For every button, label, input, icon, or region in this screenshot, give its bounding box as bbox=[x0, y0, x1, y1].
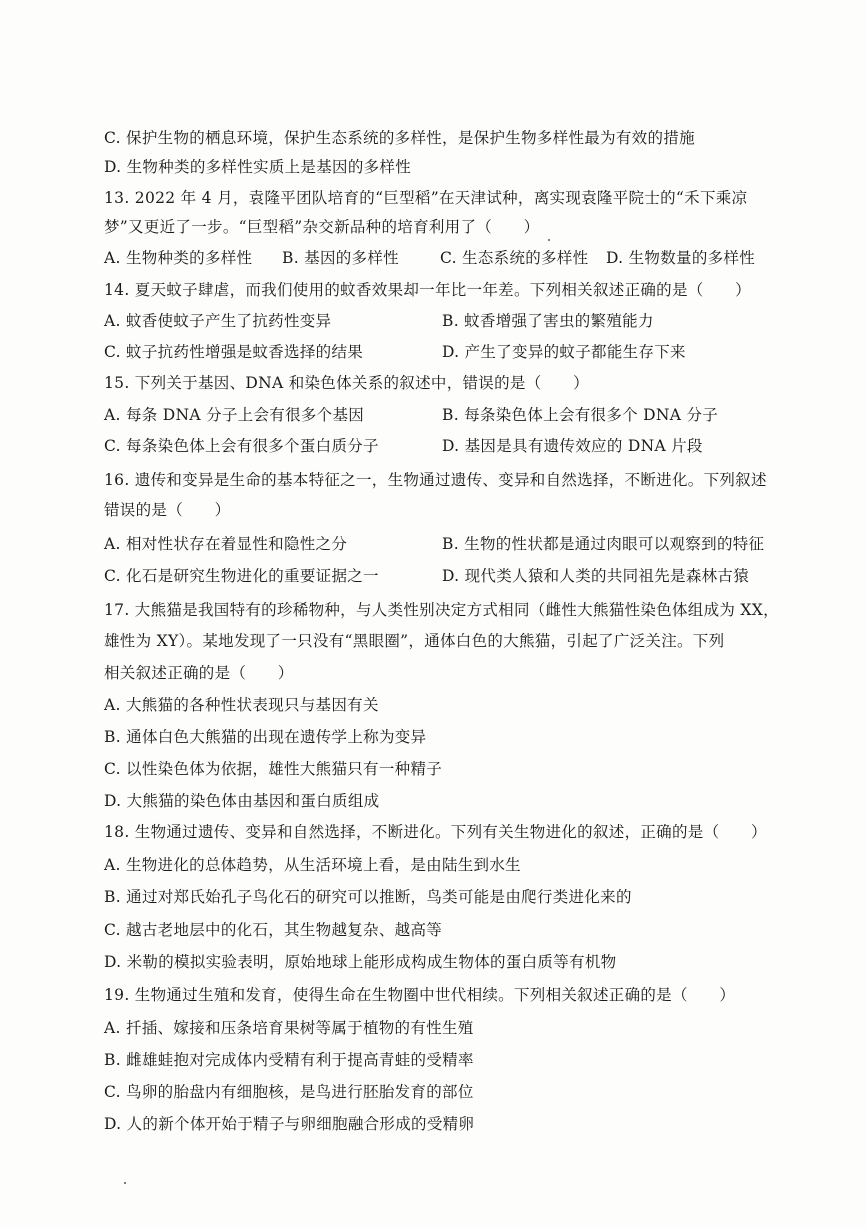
scan-speck bbox=[124, 1182, 126, 1184]
q12-option-c: C. 保护生物的栖息环境，保护生态系统的多样性，是保护生物多样性最为有效的措施 bbox=[104, 129, 695, 147]
q13-option-a: A. 生物种类的多样性 bbox=[104, 249, 253, 267]
q17-stem-line1: 17. 大熊猫是我国特有的珍稀物种，与人类性别决定方式相同（雌性大熊猫性染色体组成为 XX， bbox=[104, 601, 779, 619]
q13-stem-line1: 13. 2022 年 4 月，袁隆平团队培育的“巨型稻”在天津试种，离实现袁隆平院士的“禾下乘凉 bbox=[104, 189, 748, 207]
q17-option-d: D. 大熊猫的染色体由基因和蛋白质组成 bbox=[104, 792, 380, 810]
q15-options-row2 bbox=[104, 436, 804, 456]
q16-options-row2 bbox=[104, 566, 804, 586]
q14-option-d: D. 产生了变异的蚊子都能生存下来 bbox=[442, 343, 686, 361]
q15-option-c: C. 每条染色体上会有很多个蛋白质分子 bbox=[104, 437, 379, 455]
q19-option-b: B. 雌雄蛙抱对完成体内受精有利于提高青蛙的受精率 bbox=[104, 1051, 474, 1069]
q15-options-row1 bbox=[104, 405, 804, 425]
q17-option-b: B. 通体白色大熊猫的出现在遗传学上称为变异 bbox=[104, 728, 427, 746]
q18-option-d: D. 米勒的模拟实验表明，原始地球上能形成构成生物体的蛋白质等有机物 bbox=[104, 953, 617, 971]
q16-option-b: B. 生物的性状都是通过肉眼可以观察到的特征 bbox=[442, 535, 765, 553]
q14-options-row1 bbox=[104, 311, 804, 331]
q15-option-b: B. 每条染色体上会有很多个 DNA 分子 bbox=[442, 406, 719, 424]
q12-option-d: D. 生物种类的多样性实质上是基因的多样性 bbox=[104, 158, 412, 176]
q19-stem: 19. 生物通过生殖和发育，使得生命在生物圈中世代相续。下列相关叙述正确的是（ ） bbox=[104, 986, 736, 1004]
q18-option-b: B. 通过对郑氏始孔子鸟化石的研究可以推断，鸟类可能是由爬行类进化来的 bbox=[104, 888, 632, 906]
q16-option-d: D. 现代类人猿和人类的共同祖先是森林古猿 bbox=[442, 567, 750, 585]
q16-stem-line2: 错误的是（ ） bbox=[104, 501, 231, 519]
scan-speck bbox=[548, 239, 550, 241]
q17-stem-line3: 相关叙述正确的是（ ） bbox=[104, 664, 294, 682]
q18-option-a: A. 生物进化的总体趋势，从生活环境上看，是由陆生到水生 bbox=[104, 856, 521, 874]
q13-option-d: D. 生物数量的多样性 bbox=[606, 249, 756, 267]
q16-options-row1 bbox=[104, 534, 804, 554]
q17-option-c: C. 以性染色体为依据，雄性大熊猫只有一种精子 bbox=[104, 760, 443, 778]
q15-stem: 15. 下列关于基因、DNA 和染色体关系的叙述中，错误的是（ ） bbox=[104, 374, 589, 392]
q16-option-a: A. 相对性状存在着显性和隐性之分 bbox=[104, 535, 348, 553]
q19-option-a: A. 扦插、嫁接和压条培育果树等属于植物的有性生殖 bbox=[104, 1019, 474, 1037]
q18-option-c: C. 越古老地层中的化石，其生物越复杂、越高等 bbox=[104, 921, 443, 939]
q13-option-b: B. 基因的多样性 bbox=[282, 249, 399, 267]
q15-option-a: A. 每条 DNA 分子上会有很多个基因 bbox=[104, 406, 365, 424]
q14-option-b: B. 蚊香增强了害虫的繁殖能力 bbox=[442, 312, 654, 330]
q14-option-c: C. 蚊子抗药性增强是蚊香选择的结果 bbox=[104, 343, 364, 361]
q13-option-c: C. 生态系统的多样性 bbox=[440, 249, 589, 267]
q14-options-row2 bbox=[104, 342, 804, 362]
q19-option-d: D. 人的新个体开始于精子与卵细胞融合形成的受精卵 bbox=[104, 1115, 475, 1133]
q19-option-c: C. 鸟卵的胎盘内有细胞核，是鸟进行胚胎发育的部位 bbox=[104, 1083, 474, 1101]
q18-stem: 18. 生物通过遗传、变异和自然选择，不断进化。下列有关生物进化的叙述，正确的是（ ） bbox=[104, 823, 767, 841]
q16-stem-line1: 16. 遗传和变异是生命的基本特征之一，生物通过遗传、变异和自然选择，不断进化。下列叙述 bbox=[104, 471, 767, 489]
q14-option-a: A. 蚊香使蚊子产生了抗药性变异 bbox=[104, 312, 332, 330]
q14-stem: 14. 夏天蚊子肆虐，而我们使用的蚊香效果却一年比一年差。下列相关叙述正确的是（ ） bbox=[104, 281, 751, 299]
q16-option-c: C. 化石是研究生物进化的重要证据之一 bbox=[104, 567, 379, 585]
q17-stem-line2: 雄性为 XY）。某地发现了一只没有“黑眼圈”，通体白色的大熊猫，引起了广泛关注。下列 bbox=[104, 632, 725, 650]
q15-option-d: D. 基因是具有遗传效应的 DNA 片段 bbox=[442, 437, 703, 455]
q13-stem-line2: 梦”又更近了一步。“巨型稻”杂交新品种的培育利用了（ ） bbox=[104, 218, 540, 236]
q17-option-a: A. 大熊猫的各种性状表现只与基因有关 bbox=[104, 696, 379, 714]
q13-options bbox=[104, 248, 804, 268]
